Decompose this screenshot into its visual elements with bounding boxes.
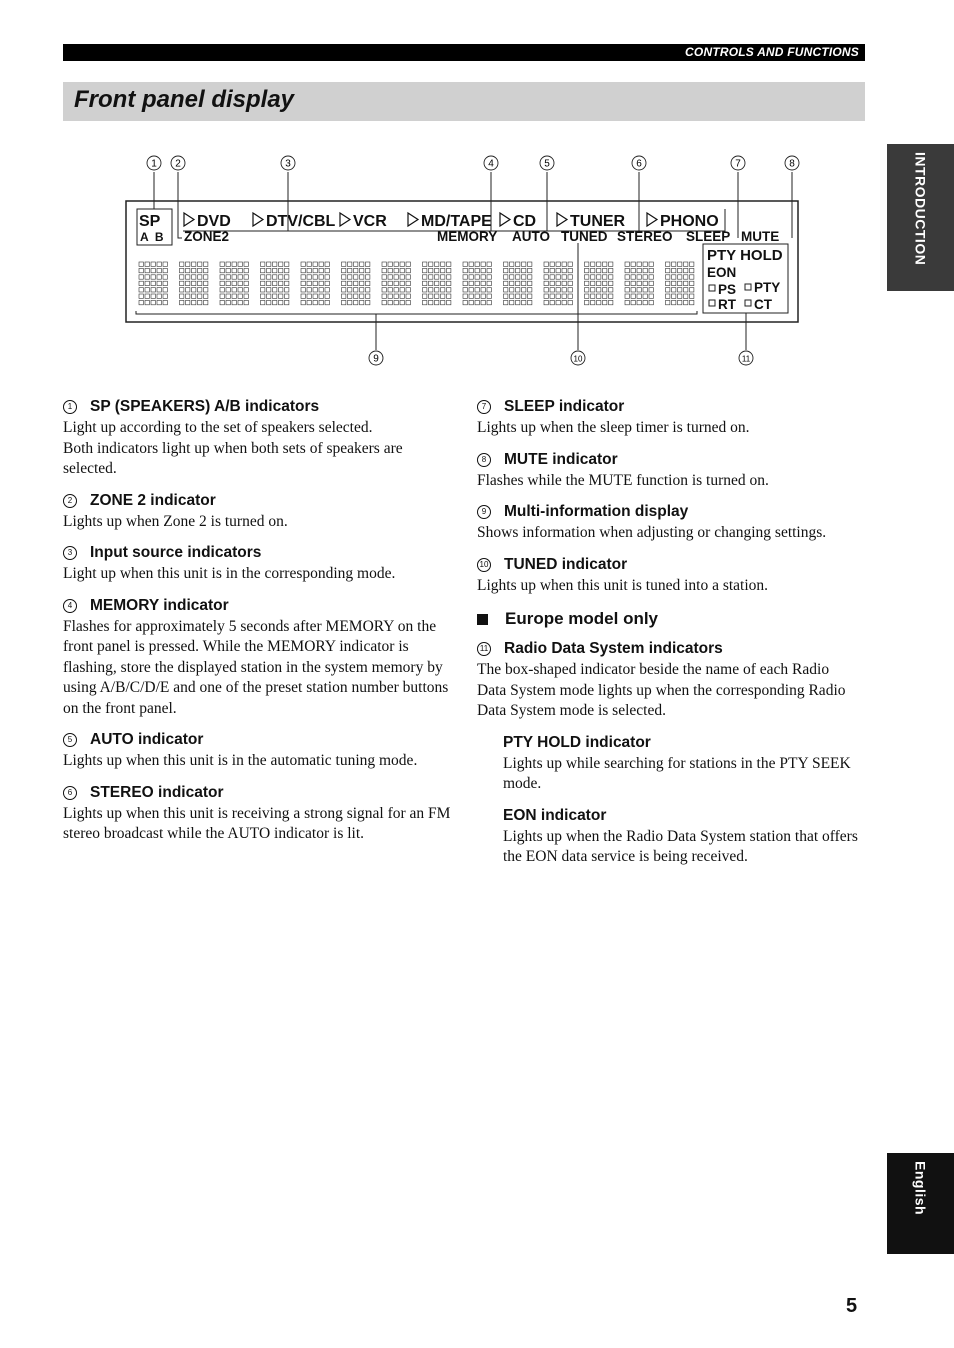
status-tuned: TUNED	[561, 229, 608, 244]
matrix-character	[666, 262, 694, 305]
callout-number: 7	[477, 400, 491, 414]
item-1	[63, 396, 453, 480]
item-body: Light up according to the set of speakers selected. Both indicators light up when both sets of speakers are selected.	[63, 419, 403, 477]
callout-number: 2	[63, 494, 77, 508]
item-title: Input source indicators	[90, 544, 262, 561]
item-body: Lights up when this unit is in the automatic tuning mode.	[63, 752, 418, 769]
item-7	[477, 396, 862, 439]
section-label: CONTROLS AND FUNCTIONS	[685, 45, 859, 59]
item-title: MUTE indicator	[504, 450, 618, 468]
left-column	[63, 396, 453, 855]
svg-text:10: 10	[573, 354, 583, 364]
play-triangle-icon	[647, 213, 657, 226]
matrix-character	[220, 262, 248, 305]
callout-number: 5	[63, 733, 77, 747]
input-tuner: TUNER	[570, 213, 626, 230]
zone2-bracket	[178, 209, 182, 238]
matrix-character	[261, 262, 289, 305]
play-triangle-icon	[340, 213, 350, 226]
item-title: SLEEP indicator	[504, 398, 625, 415]
input-indicators	[184, 213, 719, 230]
zone2-label: ZONE2	[184, 229, 230, 244]
language-tab	[887, 1153, 954, 1254]
ct-label: CT	[754, 297, 772, 312]
svg-text:3: 3	[285, 158, 291, 170]
multi-information-display	[139, 262, 694, 305]
language-tab-label: English	[912, 1161, 929, 1216]
rt-box-icon	[709, 300, 715, 306]
callout-1	[147, 156, 161, 170]
svg-text:11: 11	[741, 354, 751, 364]
play-triangle-icon	[184, 213, 194, 226]
pty-hold-label: PTY HOLD	[707, 247, 783, 264]
item-title: TUNED indicator	[504, 555, 628, 573]
subitem-body: Lights up while searching for stations in the PTY SEEK mode.	[503, 754, 851, 792]
matrix-character	[342, 262, 370, 305]
callout-number: 9	[477, 505, 491, 519]
input-md-tape: MD/TAPE	[421, 213, 492, 230]
item-body: Shows information when adjusting or changing settings.	[477, 524, 827, 541]
input-vcr: VCR	[353, 213, 387, 230]
matrix-character	[180, 262, 208, 305]
matrix-character	[139, 262, 167, 305]
callout-number: 11	[477, 642, 491, 656]
item-body: Light up when this unit is in the corresponding mode.	[63, 565, 396, 582]
play-triangle-icon	[408, 213, 418, 226]
input-dvd: DVD	[197, 213, 231, 230]
item-body: Flashes for approximately 5 seconds after MEMORY on the front panel is pressed. While the MEMORY indicator is flashing, store the displayed station in the system memory by using A/B/C/D/E and one of the preset station number buttons on the front panel.	[63, 617, 449, 717]
subitem-title: EON indicator	[503, 806, 607, 824]
callout-8	[785, 156, 799, 170]
pty-box-icon	[745, 284, 751, 290]
introduction-tab-label: INTRODUCTION	[912, 152, 929, 266]
item-body: Flashes while the MUTE function is turned on.	[477, 471, 769, 489]
matrix-character	[504, 262, 532, 305]
svg-text:7: 7	[735, 158, 741, 170]
item-title: Multi-information display	[504, 503, 689, 520]
matrix-character	[625, 262, 653, 305]
leader-lines	[154, 172, 792, 350]
ab-label: A B	[140, 230, 164, 244]
status-sleep: SLEEP	[686, 229, 731, 244]
item-title: MEMORY indicator	[90, 596, 229, 614]
item-title: AUTO indicator	[90, 731, 204, 748]
play-triangle-icon	[253, 213, 263, 226]
page-title: Front panel display	[74, 86, 295, 113]
callout-number: 8	[477, 453, 491, 467]
matrix-character	[301, 262, 329, 305]
ps-label: PS	[718, 282, 737, 297]
square-bullet-icon	[477, 614, 488, 625]
callout-4	[484, 156, 498, 170]
rt-label: RT	[718, 297, 736, 312]
page-number: 5	[846, 1295, 858, 1317]
callout-5	[540, 156, 554, 170]
item-body: The box-shaped indicator beside the name of each Radio Data System mode lights up when the corresponding Radio Data System mode is selected.	[477, 661, 846, 719]
sp-label: SP	[139, 213, 161, 230]
item-body: Lights up when Zone 2 is turned on.	[63, 512, 288, 530]
status-memory: MEMORY	[437, 229, 498, 244]
matrix-character	[382, 262, 410, 305]
item-body: Lights up when this unit is receiving a strong signal for an FM stereo broadcast while the AUTO indicator is lit.	[63, 804, 451, 842]
callout-11	[739, 351, 753, 365]
svg-text:1: 1	[151, 158, 157, 170]
item-3	[63, 542, 453, 585]
item-title: STEREO indicator	[90, 783, 224, 801]
subitem-title: PTY HOLD indicator	[503, 733, 651, 751]
svg-text:8: 8	[789, 158, 795, 170]
matrix-character	[585, 262, 613, 305]
callout-9	[369, 351, 383, 365]
callout-6	[632, 156, 646, 170]
item-9	[477, 501, 862, 544]
callout-7	[731, 156, 745, 170]
svg-text:4: 4	[488, 158, 494, 170]
subitem-pty-hold	[503, 732, 862, 795]
ct-box-icon	[745, 300, 751, 306]
subitem-eon	[503, 805, 862, 868]
callout-10	[571, 351, 585, 365]
item-6	[63, 782, 453, 845]
callout-number: 6	[63, 786, 77, 800]
pty-label: PTY	[754, 280, 781, 295]
europe-heading	[477, 606, 862, 632]
matrix-character	[544, 262, 572, 305]
status-stereo: STEREO	[617, 229, 673, 244]
front-panel-diagram	[0, 0, 954, 380]
svg-text:9: 9	[373, 353, 379, 365]
callout-3	[281, 156, 295, 170]
item-title: Radio Data System indicators	[504, 640, 723, 657]
item-4	[63, 595, 453, 720]
ps-box-icon	[709, 285, 715, 291]
item-10	[477, 554, 862, 597]
callout-number: 1	[63, 400, 77, 414]
matrix-bracket	[136, 311, 697, 314]
callout-number: 4	[63, 599, 77, 613]
callout-2	[171, 156, 185, 170]
item-body: Lights up when this unit is tuned into a station.	[477, 576, 769, 594]
input-dtv-cbl: DTV/CBL	[266, 213, 336, 230]
item-body: Lights up when the sleep timer is turned on.	[477, 419, 750, 436]
input-cd: CD	[513, 213, 537, 230]
subitem-body: Lights up when the Radio Data System station that offers the EON data service is being received.	[503, 827, 858, 865]
item-title: SP (SPEAKERS) A/B indicators	[90, 398, 320, 415]
matrix-character	[423, 262, 451, 305]
svg-text:5: 5	[544, 158, 550, 170]
europe-heading-text: Europe model only	[505, 609, 659, 628]
callout-markers	[147, 156, 799, 365]
svg-text:6: 6	[636, 158, 642, 170]
right-column	[477, 396, 862, 878]
eon-label: EON	[707, 265, 737, 280]
item-5	[63, 729, 453, 772]
status-mute: MUTE	[741, 229, 780, 244]
play-triangle-icon	[500, 213, 510, 226]
matrix-character	[463, 262, 491, 305]
status-auto: AUTO	[512, 229, 551, 244]
svg-text:2: 2	[175, 158, 181, 170]
play-triangle-icon	[557, 213, 567, 226]
callout-number: 10	[477, 558, 491, 572]
item-title: ZONE 2 indicator	[90, 491, 216, 509]
item-11	[477, 638, 862, 722]
callout-number: 3	[63, 546, 77, 560]
item-2	[63, 490, 453, 533]
input-phono: PHONO	[660, 213, 719, 230]
item-8	[477, 449, 862, 492]
